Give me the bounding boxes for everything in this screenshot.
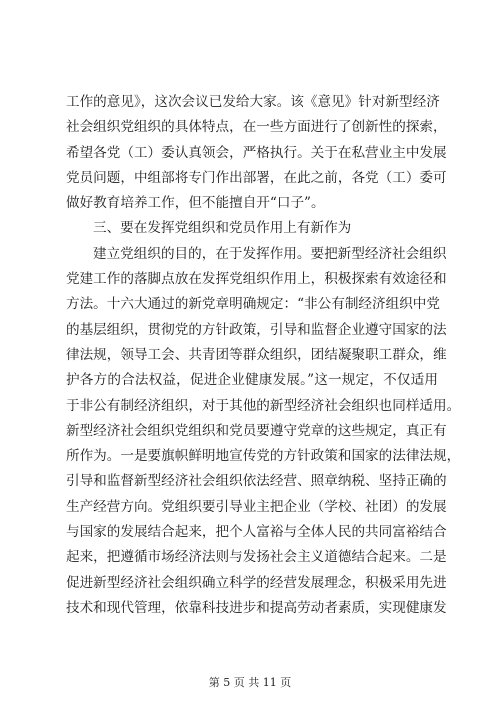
text-line: 促进新型经济社会组织确立科学的经营发展理念，积极采用先进 (66, 574, 447, 591)
text-line: 技术和现代管理，依靠科技进步和提高劳动者素质，实现健康发 (66, 599, 447, 616)
text-line: 律法规，领导工会、共青团等群众组织，团结凝聚职工群众，维 (66, 346, 447, 363)
text-line: 党员问题，中组部将专门作出部署，在此之前，各党（工）委可 (66, 169, 447, 186)
text-line: 建立党组织的目的，在于发挥作用。要把新型经济社会组织 (93, 245, 447, 262)
text-line: 工作的意见》，这次会议已发给大家。该《意见》针对新型经济 (66, 94, 440, 110)
text-line: 护各方的合法权益，促进企业健康发展。”这一规定，不仅适用 (66, 372, 438, 389)
page-number-footer: 第 5 页 共 11 页 (208, 676, 292, 689)
text-line: 方法。十六大通过的新党章明确规定：“非公有制经济组织中党 (66, 296, 440, 313)
text-line: 希望各党（工）委认真领会，严格执行。关于在私营业主中发展 (66, 144, 447, 161)
text-line: 新型经济社会组织党组织和党员要遵守党章的这些规定，真正有 (66, 422, 447, 439)
body-text (66, 90, 461, 621)
text-line: 的基层组织，贯彻党的方针政策，引导和监督企业遵守国家的法 (66, 321, 447, 338)
text-line: 所作为。一是要旗帜鲜明地宣传党的方针政策和国家的法律法规， (66, 448, 461, 465)
text-line: 党建工作的落脚点放在发挥党组织作用上，积极探索有效途径和 (66, 271, 447, 288)
text-line: 于非公有制经济组织，对于其他的新型经济社会组织也同样适用。 (66, 397, 461, 414)
text-line: 起来，把遵循市场经济法则与发扬社会主义道德结合起来。二是 (66, 549, 447, 566)
text-line: 生产经营方向。党组织要引导业主把企业（学校、社团）的发展 (66, 498, 447, 515)
text-line: 做好教育培养工作，但不能擅自开“口子”。 (66, 195, 325, 212)
text-line: 与国家的发展结合起来，把个人富裕与全体人民的共同富裕结合 (66, 524, 447, 541)
section-heading: 三、要在发挥党组织和党员作用上有新作为 (93, 220, 352, 237)
text-line: 引导和监督新型经济社会组织依法经营、照章纳税、坚持正确的 (66, 473, 447, 490)
text-line: 社会组织党组织的具体特点，在一些方面进行了创新性的探索， (66, 119, 447, 136)
